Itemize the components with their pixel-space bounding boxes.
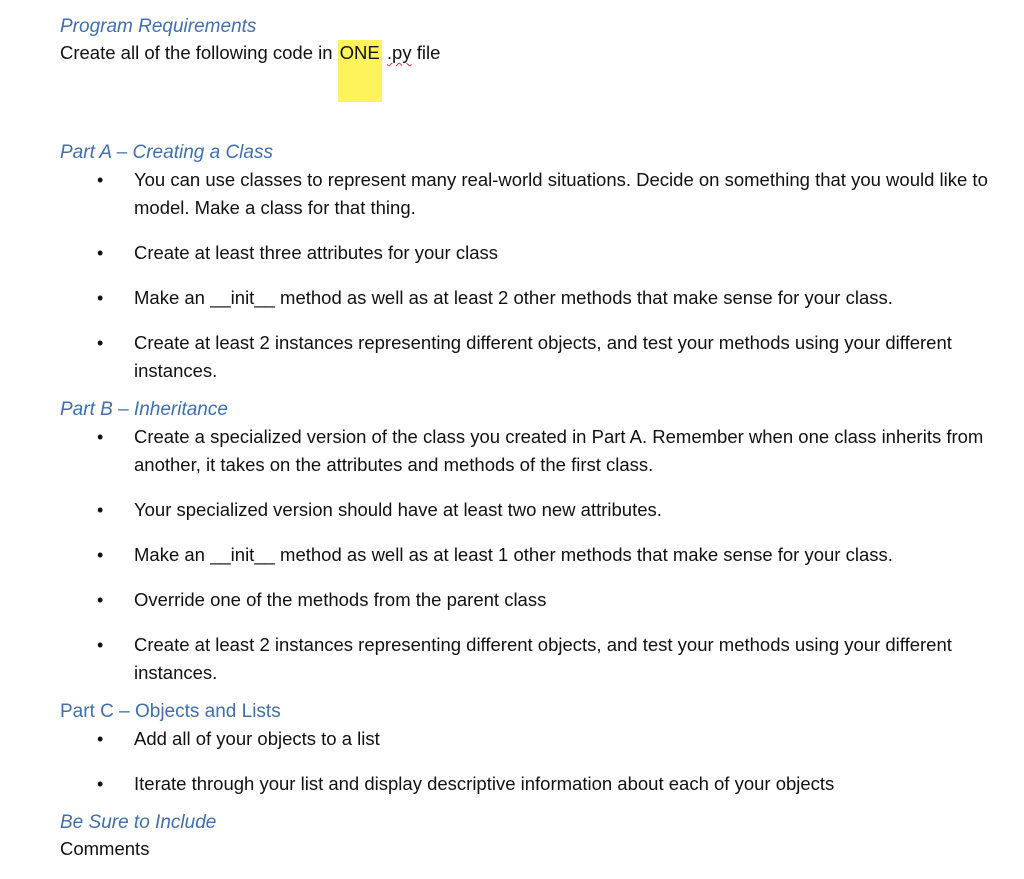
list-item <box>60 586 1000 614</box>
part-b-list <box>60 423 1000 687</box>
bullet-icon: • <box>97 635 104 655</box>
bullet-icon: • <box>97 243 104 263</box>
file-extension: .py <box>386 42 412 63</box>
list-item <box>60 329 1000 385</box>
list-item <box>60 239 1000 267</box>
list-item-text: Create a specialized version of the class you created in Part A. Remember when one class inherits from another, it takes on the attributes and methods of the first class. <box>134 426 984 475</box>
bullet-icon: • <box>97 288 104 308</box>
list-item <box>60 770 1000 798</box>
part-c-heading: Part C – Objects and Lists <box>60 701 281 722</box>
be-sure-text: Comments <box>60 838 150 859</box>
line-suffix: file <box>416 42 441 63</box>
list-item <box>60 496 1000 524</box>
part-a-list <box>60 166 1000 385</box>
list-item-text: You can use classes to represent many real-world situations. Decide on something that you would like to model. Make a class for that thing. <box>134 169 988 218</box>
bullet-icon: • <box>97 729 104 749</box>
list-item <box>60 725 1000 753</box>
be-sure-heading: Be Sure to Include <box>60 812 217 833</box>
list-item-text: Override one of the methods from the parent class <box>134 589 547 610</box>
bullet-icon: • <box>97 333 104 353</box>
list-item-text: Your specialized version should have at least two new attributes. <box>134 499 662 520</box>
bullet-icon: • <box>97 590 104 610</box>
bullet-icon: • <box>97 500 104 520</box>
part-b-heading: Part B – Inheritance <box>60 399 228 420</box>
list-item <box>60 284 1000 312</box>
list-item <box>60 423 1000 479</box>
list-item-text: Iterate through your list and display descriptive information about each of your objects <box>134 773 835 794</box>
bullet-icon: • <box>97 427 104 447</box>
part-a-heading: Part A – Creating a Class <box>60 142 273 163</box>
list-item-text: Create at least 2 instances representing different objects, and test your methods using your different instances. <box>134 634 952 683</box>
list-item <box>60 631 1000 687</box>
list-item <box>60 541 1000 569</box>
program-requirements-heading: Program Requirements <box>60 16 257 37</box>
list-item-text: Add all of your objects to a list <box>134 728 380 749</box>
bullet-icon: • <box>97 545 104 565</box>
highlighted-word: ONE <box>338 40 382 102</box>
document <box>60 14 1000 862</box>
list-item-text: Make an __init__ method as well as at least 1 other methods that make sense for your class. <box>134 544 893 565</box>
bullet-icon: • <box>97 774 104 794</box>
list-item <box>60 166 1000 222</box>
part-c-list <box>60 725 1000 798</box>
list-item-text: Make an __init__ method as well as at least 2 other methods that make sense for your class. <box>134 287 893 308</box>
list-item-text: Create at least three attributes for your class <box>134 242 499 263</box>
bullet-icon: • <box>97 170 104 190</box>
line-prefix: Create all of the following code in <box>60 42 333 63</box>
program-requirements-line <box>60 40 1000 102</box>
list-item-text: Create at least 2 instances representing different objects, and test your methods using your different instances. <box>134 332 952 381</box>
